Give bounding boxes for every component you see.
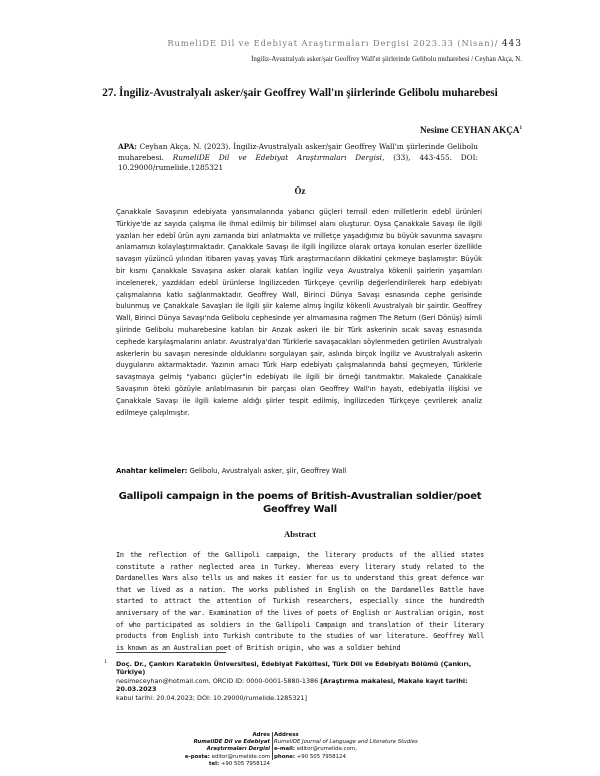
footer-right-phone-label: phone: [274, 753, 296, 760]
page-number: 443 [501, 39, 522, 49]
footnote-number: 1 [104, 659, 108, 665]
footnote [116, 660, 484, 702]
footer-right-email-label: e-mail: [274, 746, 295, 753]
footer-right-email[interactable]: editor@rumelide.com, [296, 746, 357, 753]
author-footnote-marker: 1 [519, 125, 522, 131]
apa-label: APA: [118, 142, 137, 151]
footnote-affiliation: Doç. Dr., Çankırı Karatekin Üniversitesi, Edebiyat Fakültesi, Türk Dili ve Edebiyatı Bölümü (Çankırı, Türkiye) [116, 660, 472, 677]
author-name [420, 125, 522, 135]
footer-left-phone: +90 505 7958124 [220, 760, 270, 767]
footnote-divider [116, 652, 226, 653]
footer-left-email[interactable]: editor@rumelide.com [211, 753, 270, 760]
running-head-journal: RumeliDE Dil ve Edebiyat Araştırmaları Dergisi 2023.33 (Nisan)/ [167, 38, 499, 48]
keywords [116, 467, 346, 475]
apa-citation [118, 142, 478, 174]
english-abstract: In the reflection of the Gallipoli campaign, the literary products of the allied states constitute a rather neglected area in Turkey. Whereas every literary study related to the Dardanelles Wars also tells us and makes it easier for us to understand this great defence war that we lived as a nation. The works published in English on the Dardanelles Battle have started to attract the attention of Turkish researchers, especially since the hundredth anniversary of the war. Examination of the lives of poets of English or Australian origin, most of who participated as soldiers in the Gallipoli Campaign and translation of their literary products from English into Turkish contribute to the studies of war literature. Geoffrey Wall is known as an Australian poet of British origin, who was a soldier behind [116, 551, 484, 652]
footer-right-journal: RumeliDE Journal of Language and Literature Studies [274, 739, 418, 746]
oz-heading: Öz [294, 186, 306, 196]
keywords-text: Gelibolu, Avustralyalı asker, şiir, Geoffrey Wall [189, 467, 347, 475]
footer-left-label: Adres [252, 732, 270, 738]
footer-left-email-label: e-posta: [184, 753, 210, 760]
footnote-dates: kabul tarihi: 20.04.2023; DOI: 10.29000/rumelide.1285321] [116, 693, 308, 702]
footer-address-en [274, 732, 474, 761]
running-head-subtitle: İngiliz-Avustralyalı asker/şair Geoffrey Wall'ın şiirlerinde Gelibolu muharebesi / Ceyhan Akça, N. [251, 56, 522, 63]
footer-left-journal: RumeliDE Dil ve Edebiyat Araştırmaları Dergisi [193, 739, 270, 753]
apa-text-after: (33), 443-455. DOI: 10.29000/rumelide.1285321 [118, 152, 478, 173]
footer-address-tr [152, 732, 270, 768]
footer-right-label: Address [274, 732, 299, 738]
apa-text-before: Ceyhan Akça, N. (2023). İngiliz-Avustralyalı asker/şair Geoffrey Wall'ın şiirlerinde Gelibolu muharebesi. [118, 142, 478, 162]
footnote-contact: nesimeceyhan@hotmail.com, ORCID ID: 0000-0001-5880-1386 [116, 676, 319, 685]
apa-journal: RumeliDE Dil ve Edebiyat Araştırmaları Dergisi, [172, 152, 385, 162]
author-name-text: Nesime CEYHAN AKÇA [419, 125, 520, 135]
abstract-heading: Abstract [284, 529, 316, 539]
running-head [167, 38, 522, 49]
turkish-abstract: Çanakkale Savaşının edebiyata yansımalarında yabancı güçleri temsil eden milletlerin edebî ürünleri Türkiye'de az sayıda çalışma ile ihmal edilmiş bir bilimsel alanı oluşturur. Oysa Çanakkale Savaşı ile ilgili yazılan her edebî ürün aynı zamanda bizi anlatmakta ve milletçe yaşadığımız bu büyük savunma savaşını anlamamızı kolaylaştırmaktadır. Çanakkale Savaşı ile ilgili İngilizce olarak ortaya konulan eserler özellikle savaşın yüzüncü yılından itibaren yavaş yavaş Türk araştırmacıların dikkatini çekmeye başlamıştır: Büyük bir kısmı Çanakkale Savaşına asker olarak katılan İngiliz veya Avustralya kökenli şairlerin yaşamları incelenerek, yazdıkları edebî ürünlerse İngilizceden Türkçeye çevrilip değerlendirilerek harp edebiyatı çalışmalarına katkı sağlanmaktadır. Geoffrey Wall, Birinci Dünya Savaşı esnasında cephe gerisinde bulunmuş ve Çanakkale Savaşları ile ilgili şiir kaleme almış İngiliz kökenli Avustralyalı bir şairdir. Geoffrey Wall, Birinci Dünya Savaşı'nda Gelibolu cephesinde yer almamasına rağmen The Return (Geri Dönüş) isimli şiirinde Gelibolu muharebesine katılan bir Anzak askeri ile bir Türk askerinin sıcak savaş esnasında cephede karşılaşmalarını anlatır. Avustralya'dan Türklerle savaşacakları söylenmeden getirilen Avustralyalı askerlerin bu savaşın neresinde olduklarını sorgulayan şair, aslında birçok İngiliz ve Avustralyalı askerin duygularını aktarmaktadır. Yazının amacı Türk Harp edebiyatı çalışmalarında bahsi geçmeyen, Türklerle savaşmaya gelmiş "yabancı güçler"in edebiyatı ile ilgili bir örneği tanıtmaktır. Makalede Çanakkale Savaşının öteki gözüyle anlatılmasının bir parçası olan Geoffrey Wall'ın hayatı, edebiyatla ilişkisi ve Çanakkale Savaşı ile ilgili kaleme aldığı şiirler tespit edilmiş, İngilizceden Türkçeye çevrilerek analiz edilmeye çalışılmıştır. [116, 208, 482, 417]
footer-right-phone: +90 505 7958124 [296, 753, 346, 760]
english-title: Gallipoli campaign in the poems of British-Avustralian soldier/poet Geoffrey Wall [118, 491, 482, 515]
keywords-label: Anahtar kelimeler: [116, 467, 188, 475]
footnote-article-type: [Araştırma makalesi, Makale kayıt tarihi: 20.03.2023 [116, 676, 468, 694]
footer-left-phone-label: tel: [208, 760, 220, 767]
article-title: 27. İngiliz-Avustralyalı asker/şair Geoffrey Wall'ın şiirlerinde Gelibolu muharebesi [102, 87, 498, 99]
footer-separator [272, 732, 273, 760]
